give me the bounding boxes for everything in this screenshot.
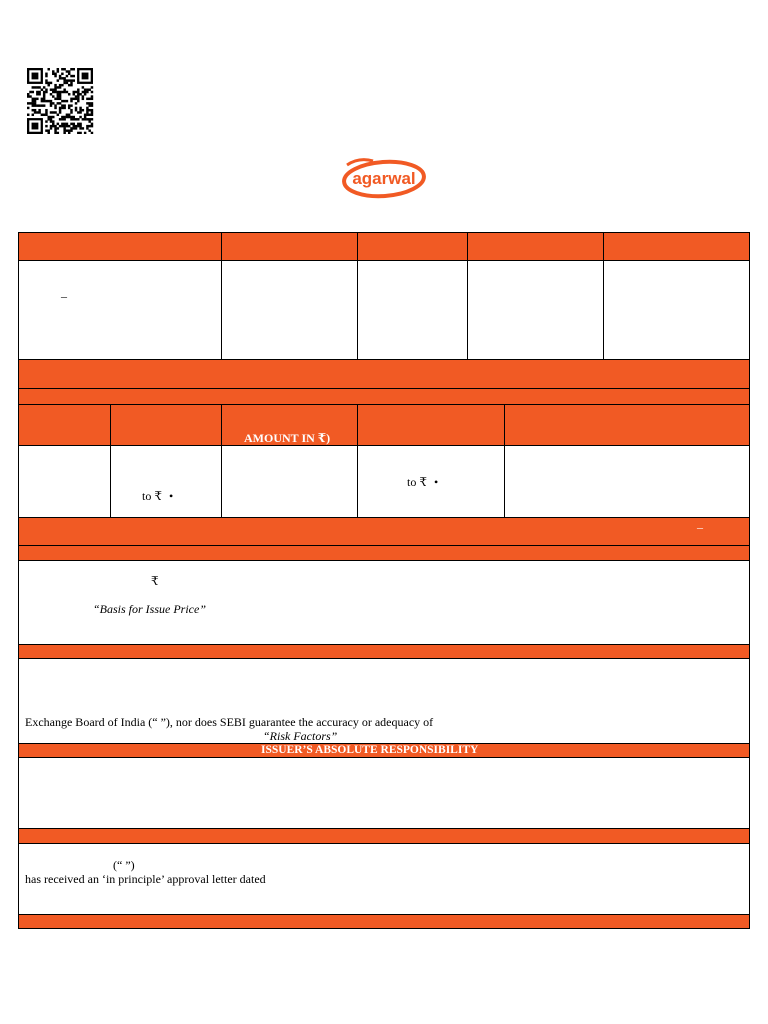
body-cell xyxy=(222,261,358,359)
body-cell xyxy=(468,261,604,359)
issuer-heading-band xyxy=(18,743,750,758)
body-cell xyxy=(19,261,222,359)
body-cell xyxy=(505,446,749,517)
price-table-body xyxy=(18,445,750,518)
price-table-header xyxy=(18,404,750,446)
bullet: • xyxy=(169,489,174,503)
dash-text: – xyxy=(61,289,67,303)
header-cell xyxy=(19,405,111,445)
dash-text: – xyxy=(697,520,703,534)
listing-quote: (“ ”) xyxy=(113,858,135,872)
header-cell xyxy=(505,405,749,445)
risk-section xyxy=(18,658,750,744)
header-cell xyxy=(111,405,222,445)
section-band xyxy=(18,359,750,389)
body-cell xyxy=(358,446,505,517)
price-range-text: to ₹ xyxy=(407,475,427,489)
body-cell xyxy=(604,261,749,359)
body-cell xyxy=(19,446,111,517)
company-table-body xyxy=(18,260,750,360)
listing-section xyxy=(18,843,750,915)
issuer-section xyxy=(18,757,750,829)
header-cell xyxy=(222,405,358,445)
section-band xyxy=(18,388,750,405)
basis-section xyxy=(18,560,750,645)
header-cell xyxy=(468,233,604,260)
amount-header: AMOUNT IN ₹) xyxy=(244,431,331,445)
header-cell xyxy=(358,405,505,445)
company-table-header xyxy=(18,232,750,261)
company-logo xyxy=(339,155,429,201)
logo-text: agarwal xyxy=(352,169,416,188)
body-cell xyxy=(358,261,468,359)
qr-code xyxy=(27,68,97,134)
header-cell xyxy=(358,233,468,260)
issuer-heading: ISSUER’S ABSOLUTE RESPONSIBILITY xyxy=(261,744,479,756)
section-band xyxy=(18,914,750,929)
listing-text: has received an ‘in principle’ approval letter dated xyxy=(25,872,266,886)
lead-manager-band xyxy=(18,517,750,546)
section-band xyxy=(18,545,750,561)
body-cell xyxy=(222,446,358,517)
header-cell xyxy=(222,233,358,260)
section-band xyxy=(18,828,750,844)
price-range-text: to ₹ xyxy=(142,489,162,503)
risk-factors-reference: “Risk Factors” xyxy=(263,729,338,743)
section-band xyxy=(18,644,750,659)
rupee-symbol: ₹ xyxy=(151,574,159,588)
basis-reference: “Basis for Issue Price” xyxy=(93,602,207,616)
header-cell xyxy=(604,233,749,260)
header-cell xyxy=(19,233,222,260)
body-cell xyxy=(111,446,222,517)
risk-text: Exchange Board of India (“ ”), nor does SEBI guarantee the accuracy or adequacy of xyxy=(25,715,434,729)
bullet: • xyxy=(434,475,439,489)
